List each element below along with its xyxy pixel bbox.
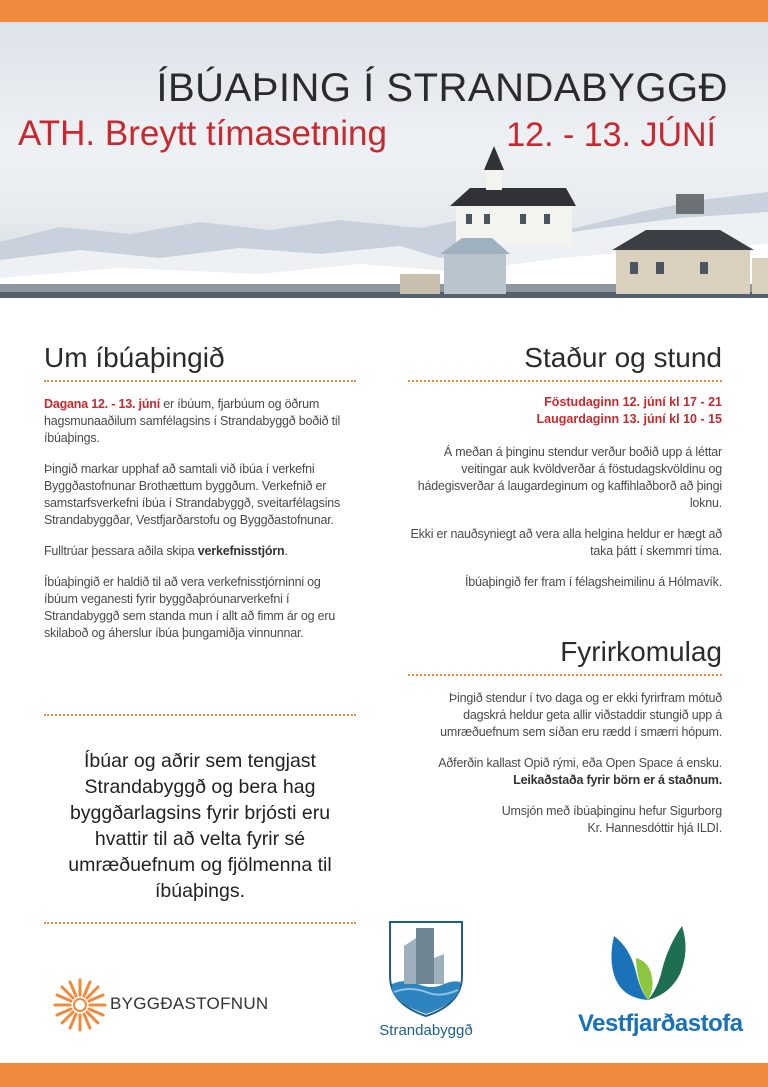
vestfjardastofa-wordmark: Vestfjarðastofa bbox=[578, 1010, 743, 1037]
coat-of-arms-shield-icon bbox=[366, 918, 486, 1018]
about-dates-highlight: Dagana 12. - 13. júní bbox=[44, 397, 160, 411]
about-heading: Um íbúaþingið bbox=[44, 342, 356, 382]
vestfjardastofa-logo bbox=[578, 918, 743, 1046]
about-steering bbox=[44, 543, 356, 560]
hero-banner bbox=[0, 22, 768, 298]
bottom-orange-band bbox=[0, 1063, 768, 1087]
leaf-mountain-icon bbox=[578, 918, 724, 1006]
top-orange-band bbox=[0, 0, 768, 22]
place-time-heading: Staður og stund bbox=[408, 342, 722, 382]
left-divider-bottom bbox=[44, 922, 356, 924]
time-friday: Föstudaginn 12. júní kl 17 - 21 bbox=[544, 395, 722, 409]
about-project: Þingið markar upphaf að samtali við íbúa í verkefni Byggðastofnunar Brothættum byggðum. Verkefnið er samstarfsverkefni íbúa í Strandabyggð, sveitarfélagsins Strandabyggðar, Vestfjarðarstofu og Byggðastofnunar. bbox=[44, 462, 341, 527]
about-steering-end: . bbox=[284, 544, 288, 558]
format-info: Þingið stendur í tvo daga og er ekki fyrirfram mótuð dagskrá heldur geta allir viðstaddir stungið upp á umræðuefnum sem síðan eru rædd í smærri hópum. bbox=[440, 691, 722, 739]
strandabyggd-wordmark: Strandabyggð bbox=[379, 1022, 473, 1039]
village-landscape-illustration bbox=[0, 22, 768, 298]
schedule-change-notice: ATH. Breytt tímasetning bbox=[18, 114, 387, 153]
poster-title: ÍBÚAÞING Í STRANDABYGGÐ bbox=[156, 66, 728, 110]
invitation-callout: Íbúar og aðrir sem tengjast Strandabyggð og bera hag byggðarlagsins fyrir brjósti eru hvattir til að velta fyrir sé umræðuefnum og fjölmenna til íbúaþings. bbox=[68, 750, 332, 902]
catering-info: Á meðan á þinginu stendur verður boðið upp á léttar veitingar auk kvöldverðar á föstudagskvöldinu og hádegisverðar á laugardeginum og kaffihlaðborð að þingi loknu. bbox=[417, 445, 722, 510]
about-intro bbox=[44, 396, 356, 447]
church-illustration bbox=[450, 146, 576, 246]
attendance-info: Ekki er nauðsyniegt að vera alla helgina heldur er hægt að taka þátt í skemmri tíma. bbox=[410, 527, 722, 558]
strandabyggd-logo bbox=[366, 918, 486, 1048]
about-steering-text: Fulltrúar þessara aðila skipa bbox=[44, 544, 198, 558]
facilitator-info: Umsjón með íbúaþinginu hefur Sigurborg Kr. Hannesdóttir hjá ILDI. bbox=[501, 804, 722, 835]
time-saturday: Laugardaginn 13. júní kl 10 - 15 bbox=[536, 412, 722, 426]
left-divider-top bbox=[44, 714, 356, 716]
byggdastofnun-logo bbox=[52, 975, 292, 1035]
arrangement-section bbox=[408, 636, 722, 851]
sunburst-icon bbox=[52, 977, 108, 1033]
childcare-info: Leikaðstaða fyrir börn er á staðnum. bbox=[513, 773, 722, 787]
method-text: Aðferðin kallast Opið rými, eða Open Space á ensku. bbox=[438, 756, 722, 770]
about-purpose: Íbúaþingið er haldið til að vera verkefnisstjórninni og íbúum veganesti fyrir byggðaþróunarverkefni í Strandabyggð sem standa mun í allt að fimm ár og eru skilaboð og áherslur íbúa þungamiðja vinnunnar. bbox=[44, 575, 336, 640]
arrangement-heading: Fyrirkomulag bbox=[408, 636, 722, 676]
byggdastofnun-wordmark: BYGGÐASTOFNUN bbox=[110, 994, 269, 1013]
about-intro-text: er íbúum, fjarbúum og öðrum hagsmunaaðilum samfélagsins í Strandabyggð boðið til íbúaþings. bbox=[44, 397, 341, 445]
event-dates: 12. - 13. JÚNÍ bbox=[506, 116, 716, 154]
venue-info: Íbúaþingið fer fram í félagsheimilinu á Hólmavík. bbox=[465, 575, 722, 589]
method-info bbox=[408, 755, 722, 789]
place-time-section bbox=[408, 342, 722, 605]
event-times bbox=[408, 394, 722, 428]
about-steering-bold: verkefnisstjórn bbox=[197, 544, 285, 558]
about-section bbox=[44, 342, 356, 656]
